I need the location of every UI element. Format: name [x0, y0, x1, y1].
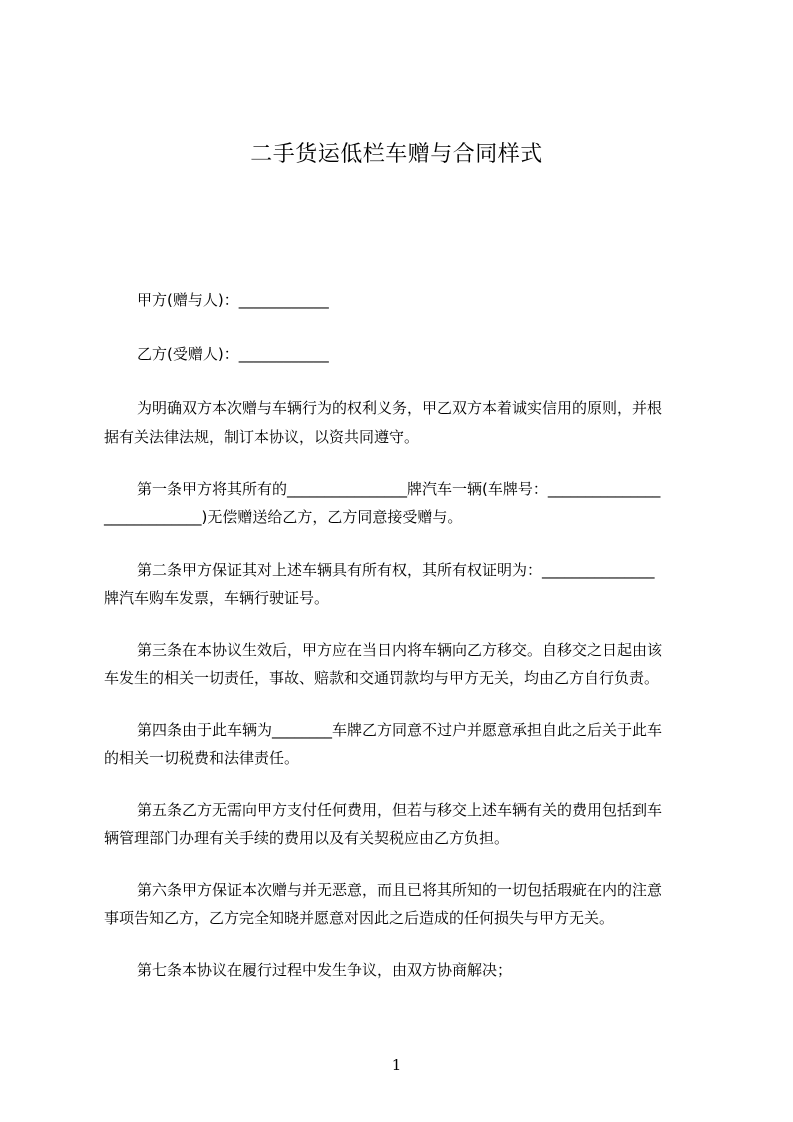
article-4-line-1: 第四条由于此车辆为________车牌乙方同意不过户并愿意承担自此之后关于此车 [137, 721, 663, 739]
article-3-line-2: 车发生的相关一切责任，事故、赔款和交通罚款均与甲方无关，均由乙方自行负责。 [104, 669, 660, 687]
article-1-line-1: 第一条甲方将其所有的________________牌汽车一辆(车牌号：_______________ [137, 480, 661, 498]
article-6-line-2: 事项告知乙方，乙方完全知晓并愿意对因此之后造成的任何损失与甲方无关。 [104, 909, 615, 927]
party-b-line: 乙方(受赠人)：____________ [137, 345, 329, 363]
article-5-line-2: 辆管理部门办理有关手续的费用以及有关契税应由乙方负担。 [104, 829, 510, 847]
party-a-line: 甲方(赠与人)：____________ [137, 291, 329, 309]
article-2-line-2: 牌汽车购车发票，车辆行驶证号。 [104, 589, 330, 607]
page-number: 1 [391, 1056, 402, 1074]
article-7-line-1: 第七条本协议在履行过程中发生争议，由双方协商解决； [137, 961, 513, 979]
document-title: 二手货运低栏车赠与合同样式 [250, 142, 543, 167]
preamble-line-2: 据有关法律法规，制订本协议，以资共同遵守。 [104, 428, 420, 446]
article-2-line-1: 第二条甲方保证其对上述车辆具有所有权，其所有权证明为：_______________ [137, 561, 655, 579]
article-1-line-2: _____________)无偿赠送给乙方，乙方同意接受赠与。 [104, 508, 463, 526]
article-4-line-2: 的相关一切税费和法律责任。 [104, 749, 300, 767]
preamble-line-1: 为明确双方本次赠与车辆行为的权利义务，甲乙双方本着诚实信用的原则，并根 [137, 399, 663, 417]
article-6-line-1: 第六条甲方保证本次赠与并无恶意，而且已将其所知的一切包括瑕疵在内的注意 [137, 881, 663, 899]
article-3-line-1: 第三条在本协议生效后，甲方应在当日内将车辆向乙方移交。自移交之日起由该 [137, 641, 663, 659]
article-5-line-1: 第五条乙方无需向甲方支付任何费用，但若与移交上述车辆有关的费用包括到车 [137, 801, 663, 819]
